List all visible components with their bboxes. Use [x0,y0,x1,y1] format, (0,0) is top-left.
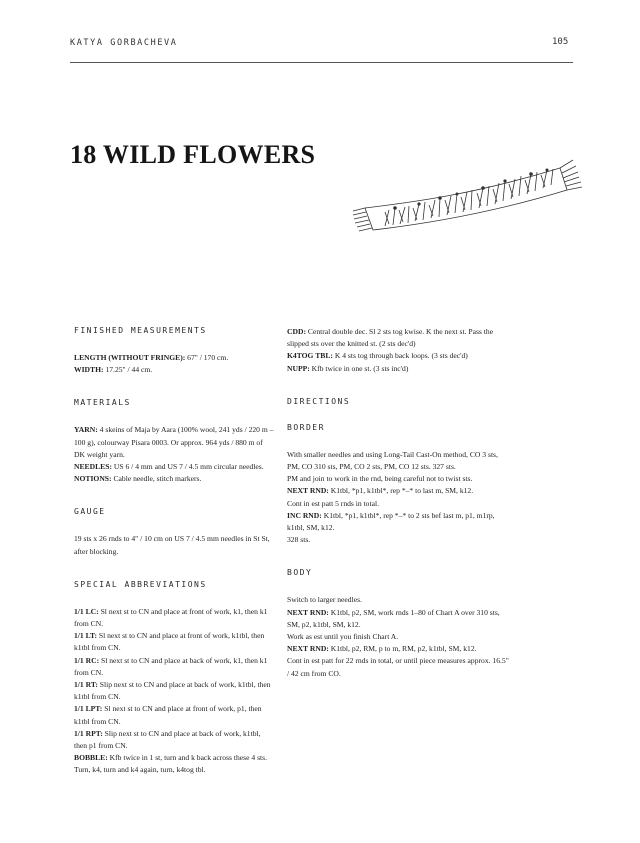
abbreviation-text: Sl next st to CN and place at front of work, k1, then k1 from CN. [74,606,268,629]
yarn-label: YARN: [74,425,98,435]
abbreviation-term: 1/1 RT: [74,680,98,690]
notions-line [74,473,274,485]
body-paragraph: Switch to larger needles. [287,595,362,605]
border-inc-rnd [287,510,509,534]
border-heading: BORDER [287,422,325,432]
abbreviation-term: 1/1 LPT: [74,704,103,714]
border-next-rnd [287,485,509,497]
next-rnd-text: K1tbl, *p1, k1tbl*, rep *–* to last m, SM, k12. [328,486,474,496]
yarn-line [74,424,274,461]
next-rnd-text: K1tbl, p2, SM, work rnds 1–80 of Chart A over 310 sts, SM, p2, k1tbl, SM, k12. [287,607,500,629]
border-paragraph: 328 sts. [287,535,311,545]
notions-value: Cable needle, stitch markers. [111,474,202,484]
width-label: WIDTH: [74,365,104,375]
abbreviation-term: CDD: [287,327,306,336]
abbreviation-text: Kfb twice in 1 st, turn and k back across these 4 sts. Turn, k4, turn and k4 again, turn, k4tog tbl. [74,753,267,775]
materials-heading: MATERIALS [74,398,131,408]
gauge-heading: GAUGE [74,507,106,517]
notions-label: NOTIONS: [74,474,112,484]
abbreviation-text: Sl next st to CN and place at back of work, k1, then k1 from CN. [74,655,268,677]
knitted-scarf-wildflowers-icon [345,150,585,250]
needles-label: NEEDLES: [74,462,112,472]
pattern-title: 18 WILD FLOWERS [70,140,316,169]
abbreviation-item [74,630,274,654]
next-rnd-label: NEXT RND: [287,644,329,654]
abbreviation-text: Slip next st to CN and place at back of work, k1tbl, then p1 from CN. [74,728,261,751]
running-header-author: KATYA GORBACHEVA [70,38,178,48]
special-abbreviations-heading: SPECIAL ABBREVIATIONS [74,579,207,589]
abbreviation-item [74,703,274,727]
next-rnd-text: K1tbl, p2, RM, p to m, RM, p2, k1tbl, SM, k12. [328,644,477,654]
finished-measurements-heading: FINISHED MEASUREMENTS [74,326,207,335]
next-rnd-label: NEXT RND: [287,486,329,496]
body-heading: BODY [287,568,313,578]
abbreviation-term: 1/1 LT: [74,631,97,641]
needles-value: US 6 / 4 mm and US 7 / 4.5 mm circular needles. [111,462,264,472]
border-paragraph: Cont in est patt 5 rnds in total. [287,498,379,508]
abbreviation-term: 1/1 RC: [74,655,100,665]
body-paragraph: Cont in est patt for 22 rnds in total, or until piece measures approx. 16.5" / 42 cm from CO. [287,656,509,678]
page-number: 105 [552,37,569,47]
yarn-value: 4 skeins of Maja by Aara (100% wool, 241 yds / 220 m – 100 g), colourway Pisara 0003. Or approx. 964 yds / 880 m of DK weight yarn. [74,425,274,459]
length-label: LENGTH (WITHOUT FRINGE): [74,353,186,362]
needles-line [74,461,274,473]
body-next-rnd [287,643,509,655]
width-line [74,364,274,376]
abbreviation-text: K 4 sts tog through back loops. (3 sts dec'd) [332,351,468,361]
gauge-text: 19 sts x 26 rnds to 4" / 10 cm on US 7 / 4.5 mm needles in St St, after blocking. [74,534,270,556]
body-next-rnd [287,607,509,631]
abbreviation-item [287,326,509,350]
abbreviation-term: 1/1 RPT: [74,728,103,738]
header-rule [70,62,573,63]
abbreviation-item [287,363,509,375]
length-line [74,352,274,364]
directions-heading: DIRECTIONS [287,396,351,406]
left-column [74,326,274,777]
border-paragraph: PM and join to work in the rnd, being careful not to twist sts. [287,474,473,484]
abbreviation-item [74,655,274,679]
abbreviation-term: NUPP: [287,363,310,373]
width-value: 17.25" / 44 cm. [103,365,153,375]
abbreviation-item [287,350,509,362]
abbreviation-term: K4TOG TBL: [287,351,333,361]
abbreviation-item [74,728,274,752]
abbreviation-text: Sl next st to CN and place at front of work, p1, then k1tbl from CN. [74,704,262,726]
abbreviation-term: 1/1 LC: [74,606,99,616]
inc-rnd-text: K1tbl, *p1, k1tbl*, rep *–* to 2 sts bef last m, p1, m1rp, k1tbl, SM, k12. [287,510,495,533]
abbreviation-text: Central double dec. Sl 2 sts tog kwise. K the next st. Pass the slipped sts over the knitted st. (2 sts dec'd) [287,327,494,349]
body-paragraph: Work as est until you finish Chart A. [287,632,399,642]
length-value: 67" / 170 cm. [185,353,229,362]
abbreviation-term: BOBBLE: [74,753,108,763]
next-rnd-label: NEXT RND: [287,607,329,617]
abbreviation-item [74,752,274,776]
abbreviation-item [74,606,274,630]
abbreviation-item [74,679,274,703]
abbreviation-text: Kfb twice in one st. (3 sts inc'd) [309,363,409,373]
right-column [287,326,509,680]
abbreviation-text: Slip next st to CN and place at back of work, k1tbl, then k1tbl from CN. [74,680,271,702]
border-paragraph: With smaller needles and using Long-Tail Cast-On method, CO 3 sts, PM, CO 310 sts, PM, CO 2 sts, PM, CO 12 sts. 327 sts. [287,449,498,472]
inc-rnd-label: INC RND: [287,510,322,520]
abbreviation-text: Sl next st to CN and place at front of work, k1tbl, then k1tbl from CN. [74,631,265,653]
